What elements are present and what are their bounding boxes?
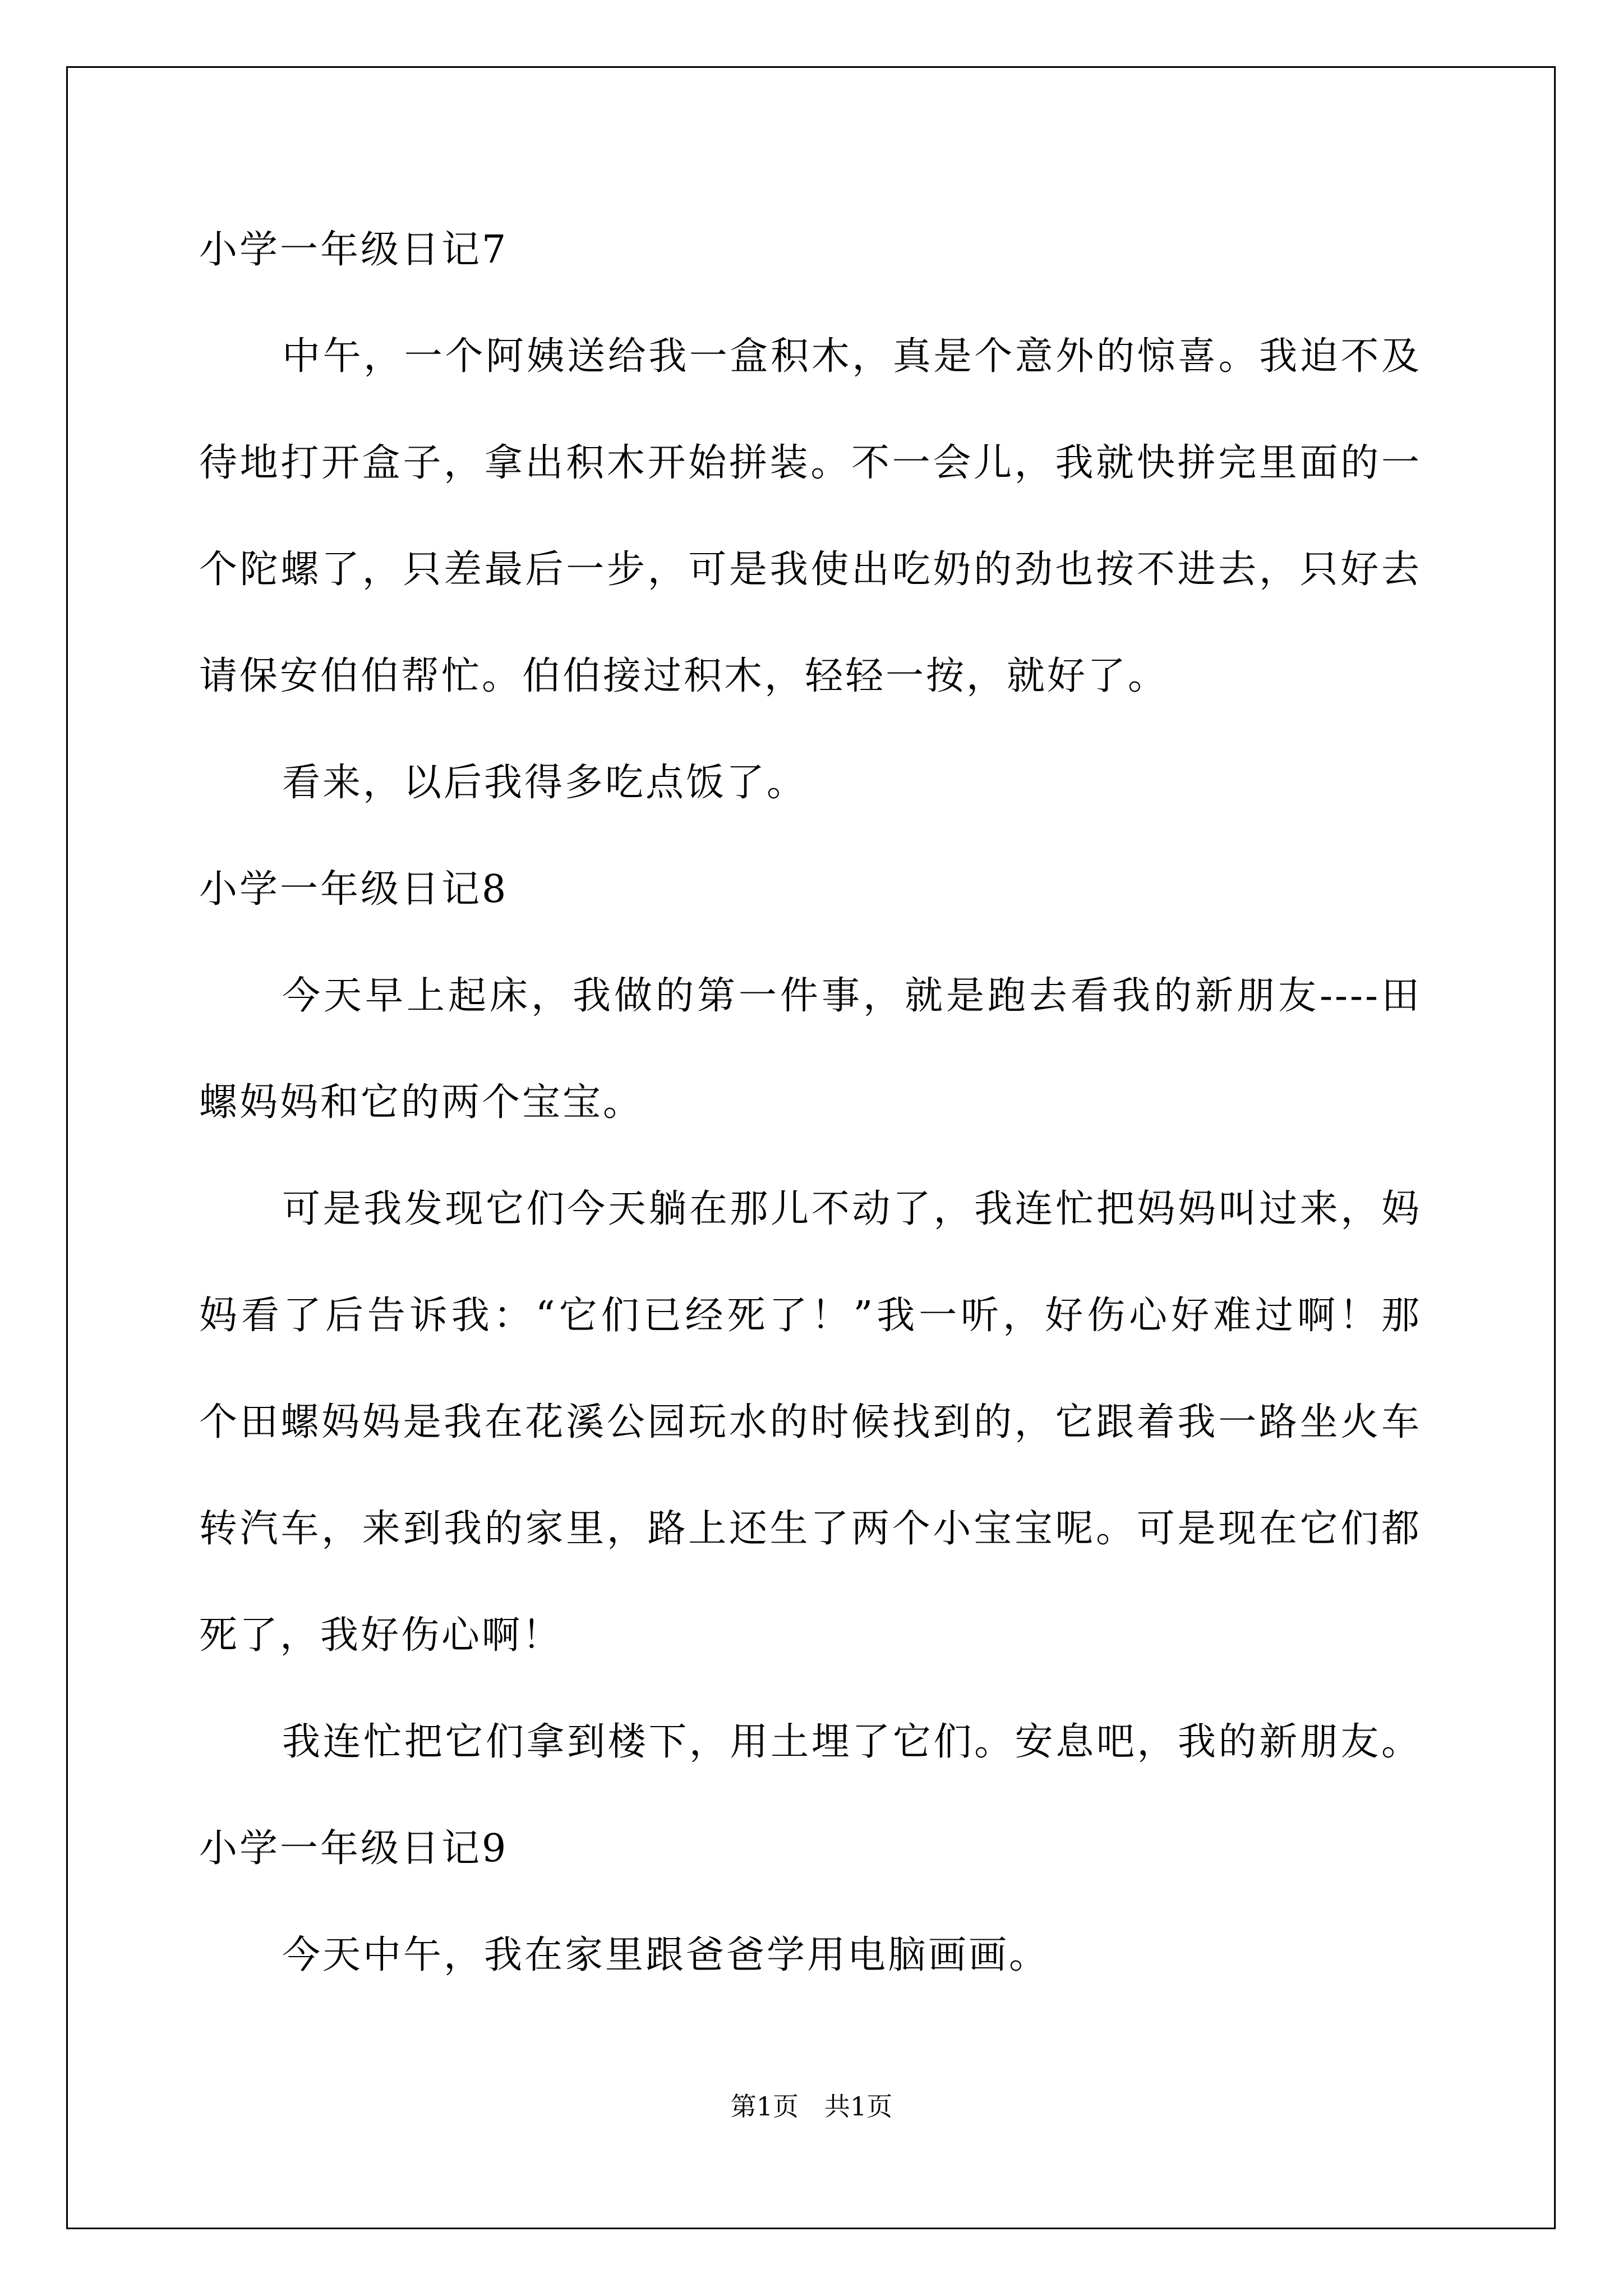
diary-7-line-4: 请保安伯伯帮忙。伯伯接过积木，轻轻一按，就好了。	[199, 654, 1169, 698]
diary-8-line-3: 可是我发现它们今天躺在那儿不动了，我连忙把妈妈叫过来，妈	[282, 1187, 1422, 1231]
diary-8-line-5: 个田螺妈妈是我在花溪公园玩水的时候找到的，它跟着我一路坐火车	[199, 1400, 1422, 1444]
diary-7-line-3: 个陀螺了，只差最后一步，可是我使出吃奶的劲也按不进去，只好去	[199, 547, 1422, 592]
diary-7-line-2: 待地打开盒子，拿出积木开始拼装。不一会儿，我就快拼完里面的一	[199, 441, 1422, 485]
page-border	[66, 66, 1556, 2229]
page-footer: 第1页 共1页	[730, 2091, 893, 2122]
diary-7-title: 小学一年级日记7	[199, 228, 509, 272]
diary-7-line-5: 看来，以后我得多吃点饭了。	[282, 761, 808, 805]
diary-9-line-1: 今天中午，我在家里跟爸爸学用电脑画画。	[282, 1933, 1050, 1977]
diary-8-line-8: 我连忙把它们拿到楼下，用土埋了它们。安息吧，我的新朋友。	[282, 1720, 1422, 1764]
diary-8-title: 小学一年级日记8	[199, 867, 509, 912]
diary-7-line-1: 中午，一个阿姨送给我一盒积木，真是个意外的惊喜。我迫不及	[282, 334, 1422, 379]
diary-8-line-1: 今天早上起床，我做的第一件事，就是跑去看我的新朋友----田	[282, 974, 1422, 1018]
diary-8-line-4: 妈看了后告诉我：“它们已经死了！”我一听，好伤心好难过啊！那	[199, 1294, 1422, 1338]
diary-8-line-2: 螺妈妈和它的两个宝宝。	[199, 1080, 644, 1125]
diary-9-title: 小学一年级日记9	[199, 1826, 509, 1871]
diary-8-line-6: 转汽车，来到我的家里，路上还生了两个小宝宝呢。可是现在它们都	[199, 1507, 1422, 1551]
diary-8-line-7: 死了，我好伤心啊！	[199, 1613, 563, 1658]
